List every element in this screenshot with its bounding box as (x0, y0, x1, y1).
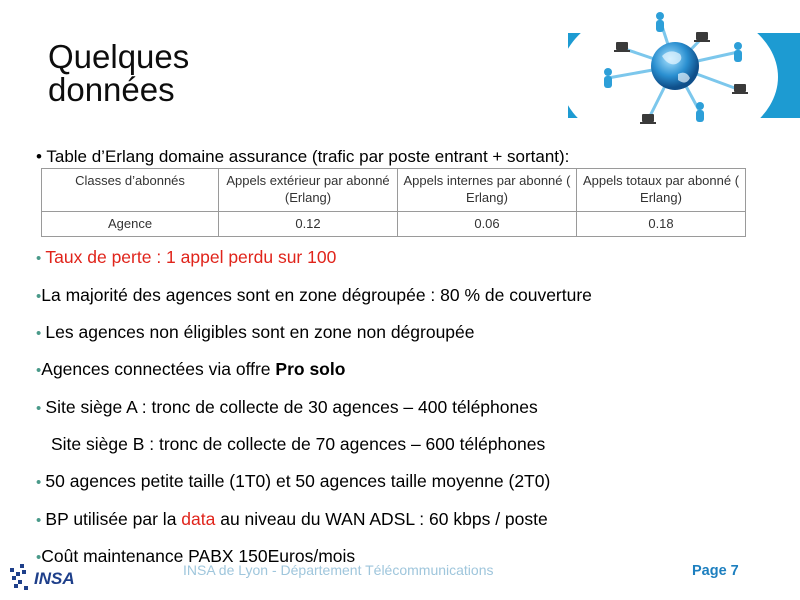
table-cell: Agence (42, 212, 219, 237)
bullet-dot-icon: • (36, 325, 46, 342)
bullet-text: Les agences non éligibles sont en zone non dégroupée (45, 322, 475, 342)
bullet-text-bold: Pro solo (275, 359, 346, 379)
bullet-dot-icon: • (36, 400, 46, 417)
table-header-row (42, 169, 746, 212)
bullet-item (51, 433, 545, 455)
bullet-dot-icon: • (36, 474, 46, 491)
erlang-table (41, 168, 746, 237)
bullet-dot-icon: • (36, 549, 42, 566)
bullet-text: Site siège B : tronc de collecte de 70 agences – 600 téléphones (51, 434, 546, 454)
title-line-1: Quelques (48, 38, 190, 75)
bullet-text: BP utilisée par la (45, 509, 182, 529)
page-number: Page 7 (692, 563, 739, 579)
table-cell: 0.12 (219, 212, 398, 237)
bullet-item (36, 321, 475, 345)
bullet-dot-icon: • (36, 512, 46, 529)
footer-department: INSA de Lyon - Département Télécommunications (183, 562, 494, 578)
table-cell: 0.18 (577, 212, 746, 237)
insa-logo (8, 562, 94, 596)
slide-title (48, 40, 189, 106)
table-cell: 0.06 (398, 212, 577, 237)
bullet-text: Agences connectées via offre (41, 359, 276, 379)
network-globe-icon (590, 8, 760, 138)
header-cell: Appels internes par abonné ( Erlang) (398, 169, 577, 212)
bullet-item (36, 470, 550, 494)
bullet-text: Taux de perte : 1 appel perdu sur 100 (45, 247, 337, 267)
bullet-dot-icon: • (36, 362, 42, 379)
bullet-text: au niveau du WAN ADSL : 60 kbps / poste (215, 509, 548, 529)
title-line-2: données (48, 71, 175, 108)
bullet-dot-icon: • (36, 288, 42, 305)
bullet-item (36, 246, 336, 270)
bullet-item (36, 396, 538, 420)
bullet-item (36, 284, 592, 308)
bullet-dot-icon: • (36, 250, 46, 267)
logo-text: INSA (34, 569, 75, 588)
bullet-text: 50 agences petite taille (1T0) et 50 agences taille moyenne (2T0) (45, 471, 551, 491)
bullet-text: Site siège A : tronc de collecte de 30 agences – 400 téléphones (45, 397, 538, 417)
header-cell: Appels extérieur par abonné (Erlang) (219, 169, 398, 212)
header-cell: Appels totaux par abonné ( Erlang) (577, 169, 746, 212)
bullet-item (36, 358, 345, 382)
table-intro: • Table d’Erlang domaine assurance (trafic par poste entrant + sortant): (36, 147, 570, 166)
bullet-text: La majorité des agences sont en zone dégroupée : 80 % de couverture (41, 285, 592, 305)
bullet-item (36, 508, 548, 532)
header-cell: Classes d’abonnés (42, 169, 219, 212)
table-row (42, 212, 746, 237)
bullet-text-red: data (181, 509, 216, 529)
bullet-text: Coût maintenance PABX 150Euros/mois (41, 546, 356, 566)
